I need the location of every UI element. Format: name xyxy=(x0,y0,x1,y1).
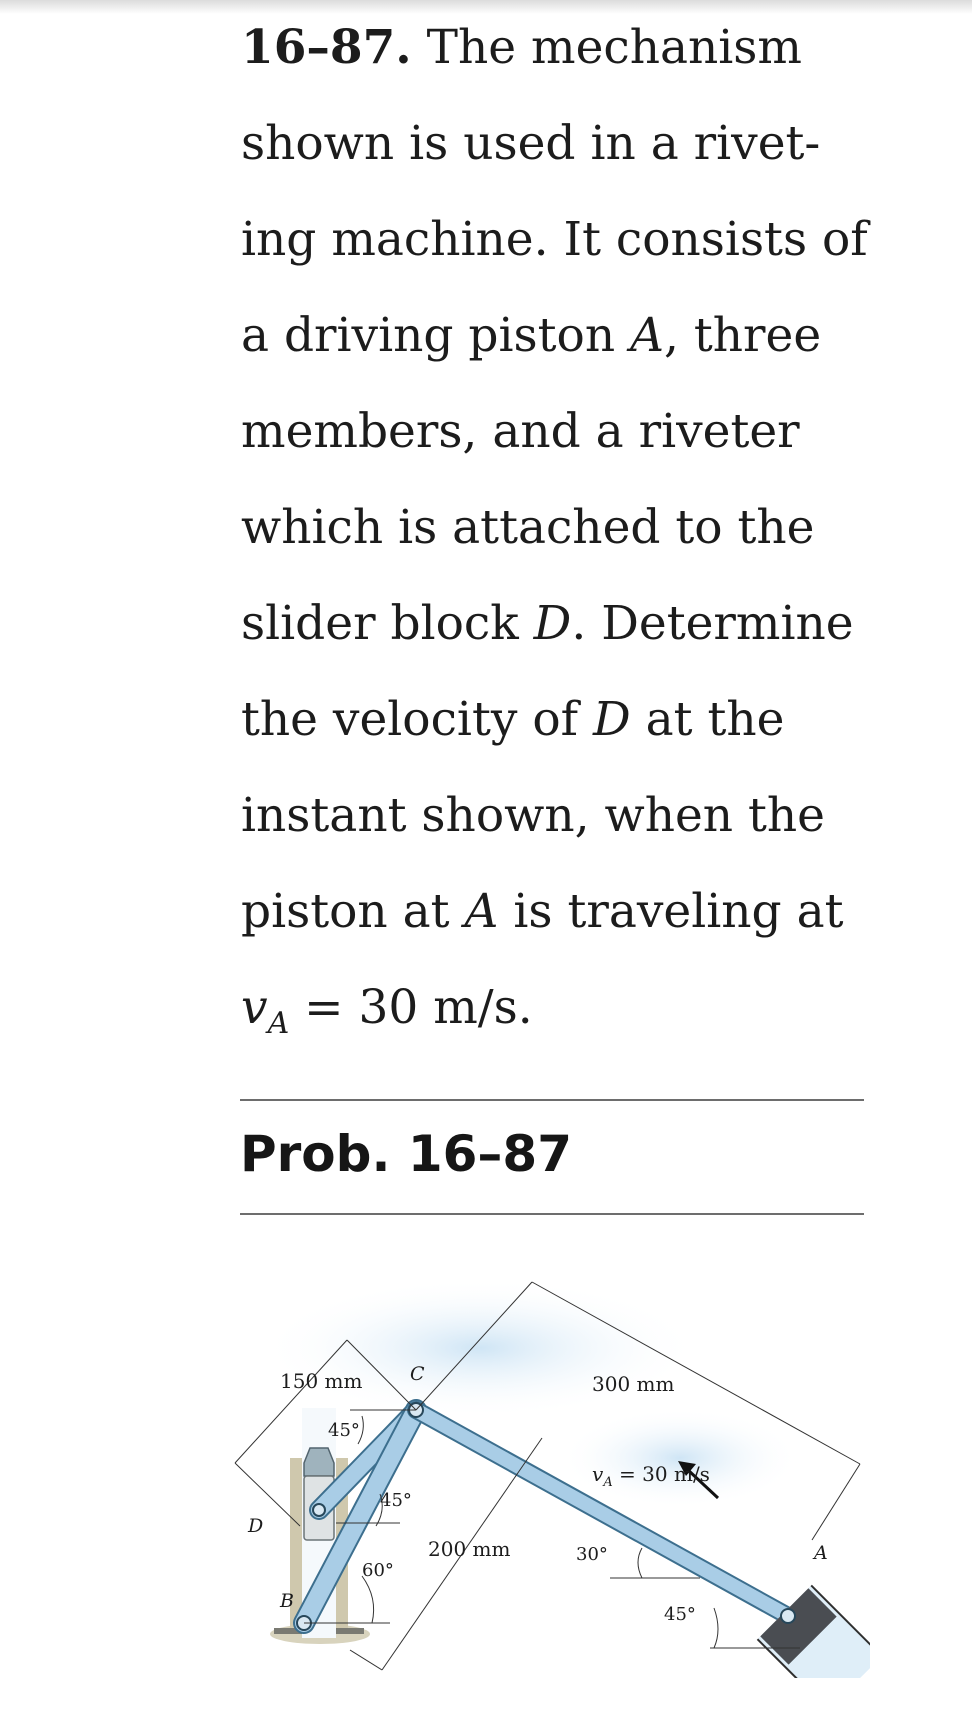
problem-line-1: 16–87. The mechanism xyxy=(241,20,802,75)
figure-caption: Prob. 16–87 xyxy=(240,1125,573,1183)
angle-45-mid-label: 45° xyxy=(380,1490,412,1511)
mechanism-figure xyxy=(230,1258,870,1678)
problem-line-7: slider block D. Determine xyxy=(241,596,854,651)
problem-line-3: ing machine. It consists of xyxy=(241,212,868,267)
problem-line-4: a driving piston A, three xyxy=(241,308,822,363)
point-a-label: A xyxy=(814,1542,828,1564)
problem-line-9: instant shown, when the xyxy=(241,788,825,843)
problem-number: 16–87. xyxy=(241,20,412,75)
point-c-label: C xyxy=(410,1363,425,1385)
pin-d xyxy=(313,1504,325,1516)
problem-line-8: the velocity of D at the xyxy=(241,692,785,747)
angle-30-label: 30° xyxy=(576,1544,608,1565)
problem-line-10: piston at A is traveling at xyxy=(241,884,844,939)
dim-200-label: 200 mm xyxy=(428,1537,511,1561)
problem-line-5: members, and a riveter xyxy=(241,404,800,459)
angle-45-bottom-label: 45° xyxy=(664,1604,696,1625)
pin-a xyxy=(781,1609,795,1623)
problem-equation: $v_A = 30$ m/s. xyxy=(241,980,533,1041)
velocity-label: $v_A = 30$ m/s xyxy=(592,1462,710,1490)
caption-top-rule xyxy=(240,1099,864,1101)
dim-300-label: 300 mm xyxy=(592,1372,675,1396)
problem-statement xyxy=(241,0,881,1056)
problem-line-2: shown is used in a rivet- xyxy=(241,116,821,171)
glow-right xyxy=(560,1408,800,1508)
problem-line-6: which is attached to the xyxy=(241,500,815,555)
point-d-label: D xyxy=(248,1515,264,1537)
point-b-label: B xyxy=(280,1590,294,1612)
glow-back xyxy=(260,1278,700,1418)
caption-bottom-rule xyxy=(240,1213,864,1215)
angle-45-top-label: 45° xyxy=(328,1420,360,1441)
riveter-head-icon xyxy=(304,1448,334,1476)
angle-60-label: 60° xyxy=(362,1560,394,1581)
dim-150-label: 150 mm xyxy=(280,1369,363,1393)
